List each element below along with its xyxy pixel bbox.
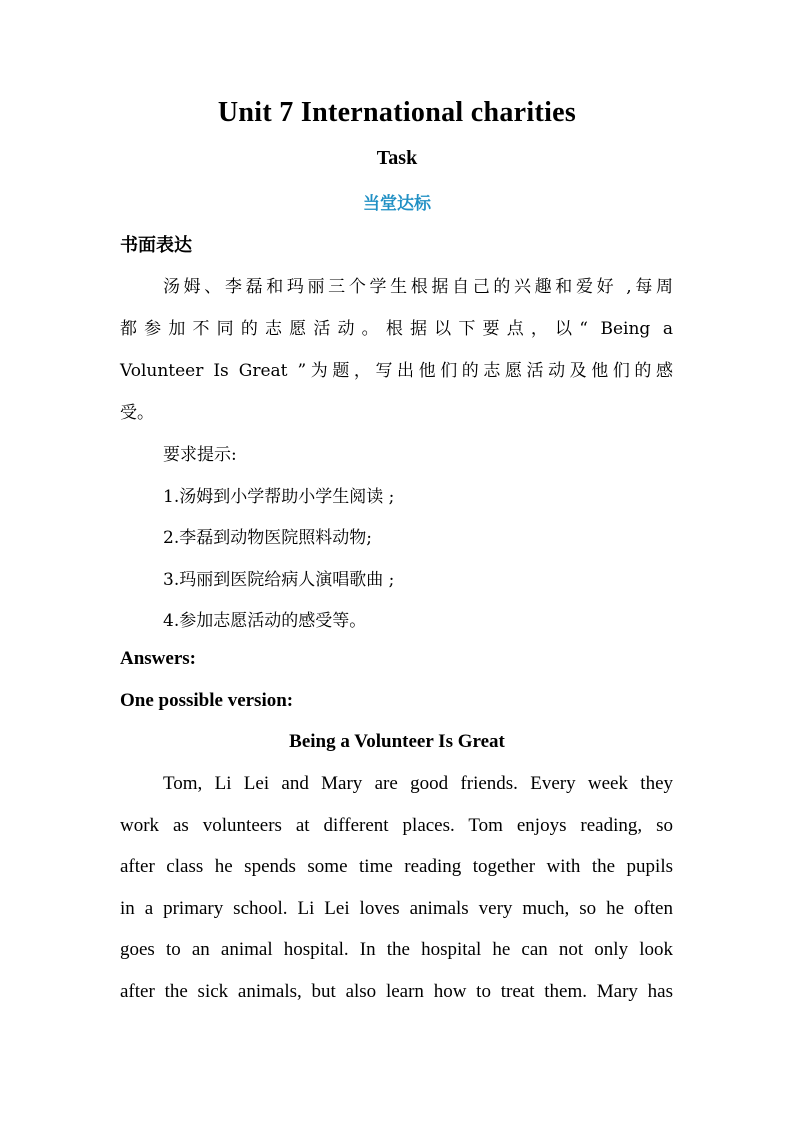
essay-title: Being a Volunteer Is Great: [289, 731, 505, 752]
essay-line-1: Tom, Li Lei and Mary are good friends. Every week they: [163, 773, 673, 794]
exercise-heading: 书面表达: [120, 235, 192, 256]
essay-line-5: goes to an animal hospital. In the hospital he can not only look: [120, 939, 673, 960]
prompt-line-3: Volunteer Is Great ”为题，写出他们的志愿活动及他们的感: [120, 361, 673, 381]
answers-label: Answers:: [120, 648, 196, 669]
prompt-line-4: 受。: [120, 403, 154, 423]
essay-line-6: after the sick animals, but also learn how to treat them. Mary has: [120, 981, 673, 1002]
requirement-item-2: 2.李磊到动物医院照料动物;: [163, 528, 372, 548]
requirements-label: 要求提示:: [163, 445, 237, 465]
page-title: Unit 7 International charities: [217, 97, 577, 128]
prompt-line-1: 汤姆、李磊和玛丽三个学生根据自己的兴趣和爱好 ,每周: [163, 277, 673, 297]
section-tag: 当堂达标: [363, 194, 431, 214]
requirement-item-3: 3.玛丽到医院给病人演唱歌曲 ;: [163, 570, 395, 590]
essay-line-3: after class he spends some time reading together with the pupils: [120, 856, 673, 877]
page-subtitle: Task: [376, 147, 418, 169]
requirement-item-4: 4.参加志愿活动的感受等。: [163, 611, 367, 631]
requirement-item-1: 1.汤姆到小学帮助小学生阅读 ;: [163, 487, 395, 507]
essay-line-4: in a primary school. Li Lei loves animals very much, so he often: [120, 898, 673, 919]
prompt-line-2: 都参加不同的志愿活动。根据以下要点，以“ Being a: [120, 319, 673, 339]
essay-line-2: work as volunteers at different places. Tom enjoys reading, so: [120, 815, 673, 836]
version-label: One possible version:: [120, 690, 294, 711]
